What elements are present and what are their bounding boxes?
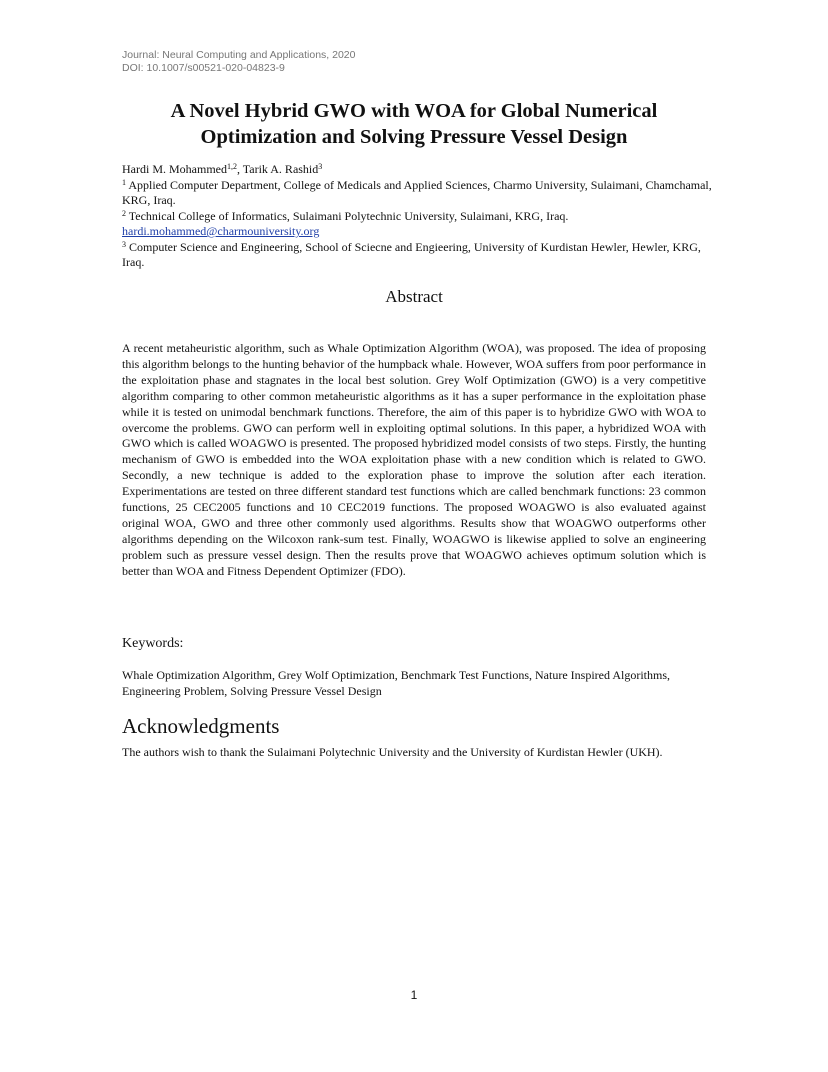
- author-affiliation-marker: 1,2: [226, 162, 237, 171]
- affiliation-text: Applied Computer Department, College of Medicals and Applied Sciences, Charmo University, Sulaimani, Chamchamal, KRG, Iraq.: [122, 177, 712, 207]
- affiliation-1: [122, 178, 712, 209]
- author-affiliation-marker: 3: [318, 162, 323, 171]
- journal-line: Journal: Neural Computing and Applications, 2020: [122, 49, 356, 61]
- affiliation-2: [122, 209, 712, 225]
- abstract-body: A recent metaheuristic algorithm, such as Whale Optimization Algorithm (WOA), was proposed. The idea of proposing this algorithm belongs to the hunting behavior of the humpback whale. However, WOA suffers from poor performance in the exploitation phase and stagnates in the local best solution. Grey Wolf Optimization (GWO) is a very competitive algorithm comparing to other common metaheuristic algorithms as it has a super performance in the exploitation phase while it is tested on unimodal benchmark functions. Therefore, the aim of this paper is to hybridize GWO with WOA to overcome the problems. GWO can perform well in exploiting optimal solutions. In this paper, a hybridized WOA with GWO which is called WOAGWO is presented. The proposed hybridized model consists of two steps. Firstly, the hunting mechanism of GWO is embedded into the WOA exploitation phase with a new condition which is related to GWO. Secondly, a new technique is added to the exploration phase to improve the solution after each iteration. Experimentations are tested on three different standard test functions which are called benchmark functions: 23 common functions, 25 CEC2005 functions and 10 CEC2019 functions. The proposed WOAGWO is also evaluated against original WOA, GWO and three other commonly used algorithms. Results show that WOAGWO outperforms other algorithms depending on the Wilcoxon rank-sum test. Finally, WOAGWO is likewise applied to solve an engineering problem such as pressure vessel design. Then the results prove that WOAGWO achieves optimum solution which is better than WOA and Fitness Dependent Optimizer (FDO).: [122, 341, 706, 578]
- author-block: [122, 162, 712, 271]
- author-separator: ,: [236, 162, 243, 176]
- author-name: Hardi M. Mohammed: [122, 162, 227, 176]
- page-number: 1: [410, 988, 418, 1002]
- affiliation-marker: 3: [122, 239, 126, 249]
- email-link[interactable]: hardi.mohammed@charmouniversity.org: [122, 224, 320, 238]
- author-name: Tarik A. Rashid: [242, 162, 319, 176]
- affiliation-3: [122, 240, 712, 271]
- affiliation-marker: 1: [122, 177, 126, 187]
- title-line-2: Optimization and Solving Pressure Vessel Design: [200, 126, 628, 148]
- journal-info: [122, 49, 355, 75]
- affiliation-marker: 2: [122, 208, 126, 218]
- author-list: [122, 162, 712, 178]
- acknowledgments-body: The authors wish to thank the Sulaimani Polytechnic University and the University of Kurdistan Hewler (UKH).: [122, 745, 663, 759]
- abstract-heading: Abstract: [385, 287, 443, 306]
- paper-title: [122, 98, 706, 150]
- keywords-heading: Keywords:: [122, 636, 184, 651]
- acknowledgments-heading: Acknowledgments: [122, 714, 280, 738]
- keywords-body: Whale Optimization Algorithm, Grey Wolf Optimization, Benchmark Test Functions, Nature Inspired Algorithms, Engineering Problem, Solving Pressure Vessel Design: [122, 668, 670, 698]
- affiliation-text: Computer Science and Engineering, School of Sciecne and Engieering, University of Kurdistan Hewler, Hewler, KRG, Iraq.: [122, 239, 701, 269]
- title-line-1: A Novel Hybrid GWO with WOA for Global Numerical: [170, 100, 658, 122]
- contact-email: [122, 224, 712, 240]
- affiliation-text: Technical College of Informatics, Sulaimani Polytechnic University, Sulaimani, KRG, Iraq.: [126, 208, 569, 223]
- doi-line: DOI: 10.1007/s00521-020-04823-9: [122, 62, 285, 74]
